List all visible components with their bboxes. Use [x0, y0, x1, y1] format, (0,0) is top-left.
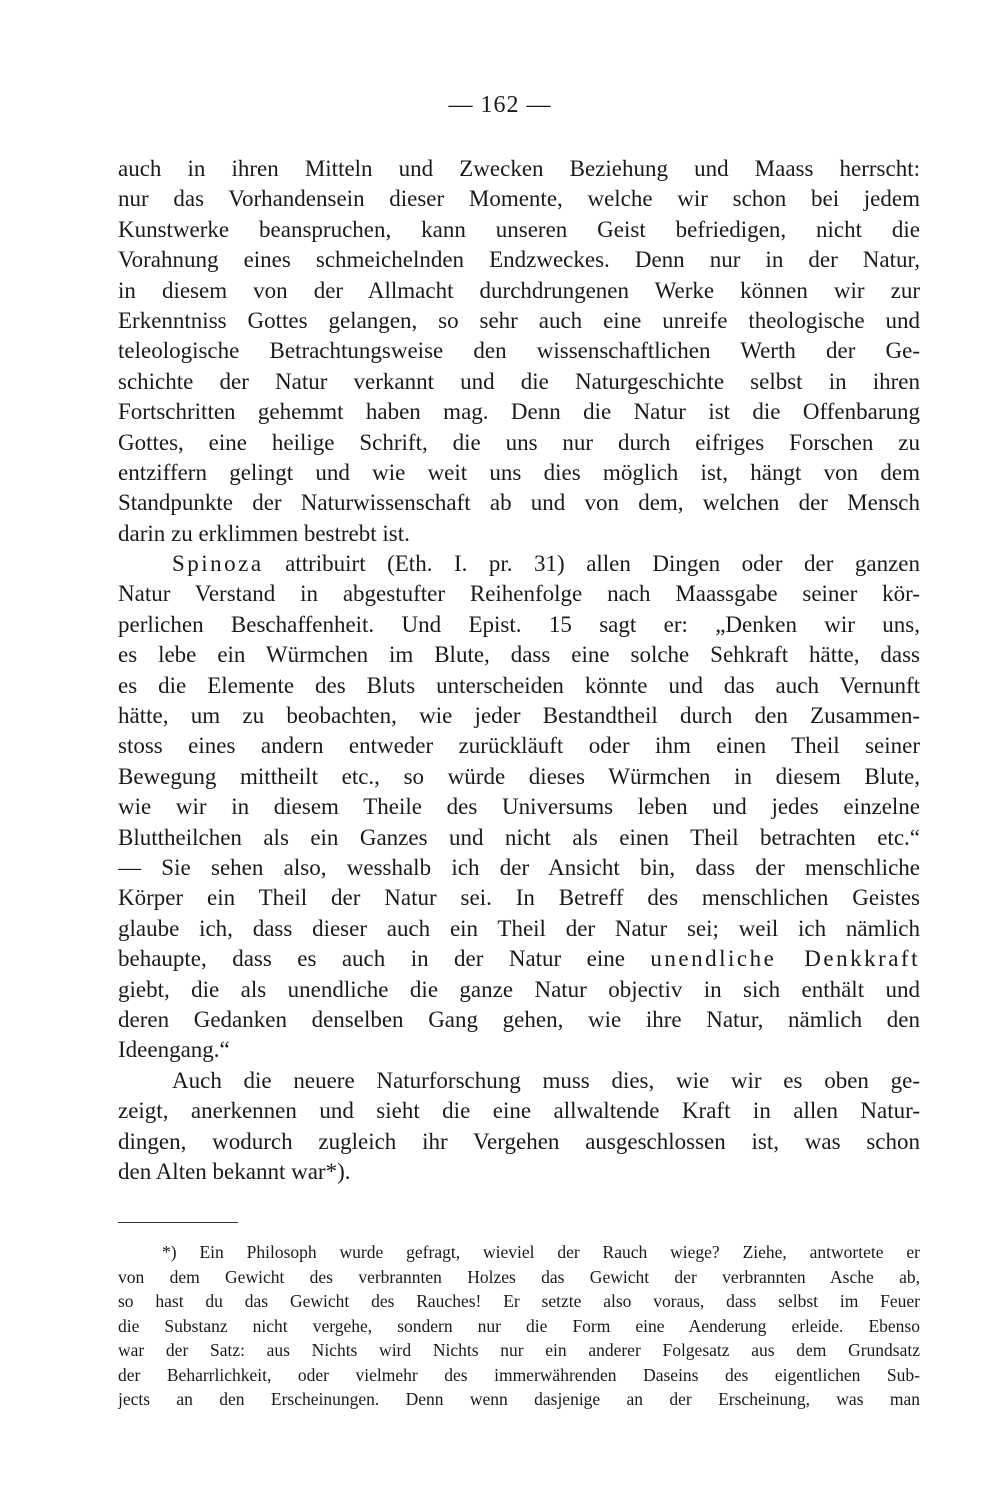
paragraph-2: [118, 549, 920, 1066]
text-line: Fortschritten gehemmt haben mag. Denn die Natur ist die Offenbarung: [118, 399, 920, 425]
text-line: nur das Vorhandensein dieser Momente, welche wir schon bei jedem: [118, 186, 920, 212]
footnote-line: so hast du das Gewicht des Rauches! Er setzte also voraus, dass selbst im Feuer: [118, 1291, 920, 1311]
footnote-line: jects an den Erscheinungen. Denn wenn dasjenige an der Erscheinung, was man: [118, 1389, 920, 1409]
footnote: [118, 1240, 920, 1412]
text-line: Kunstwerke beanspruchen, kann unseren Geist befriedigen, nicht die: [118, 216, 920, 242]
text-line: Körper ein Theil der Natur sei. In Betreff des menschlichen Geistes: [118, 885, 920, 911]
body-text: [118, 154, 920, 1187]
text-line: glaube ich, dass dieser auch ein Theil der Natur sei; weil ich nämlich: [118, 915, 920, 941]
text-line: [118, 549, 920, 579]
text-line: zeigt, anerkennen und sieht die eine allwaltende Kraft in allen Natur-: [118, 1098, 920, 1124]
text-line: Bluttheilchen als ein Ganzes und nicht als einen Theil betrachten etc.“: [118, 824, 920, 850]
text-span: attribuirt (Eth. I. pr. 31) allen Dingen oder der ganzen: [263, 551, 920, 577]
footnote-line: der Beharrlichkeit, oder vielmehr des immerwährenden Daseins des eigentlichen Sub-: [118, 1364, 920, 1385]
text-line: perlichen Beschaffenheit. Und Epist. 15 sagt er: „Denken wir uns,: [118, 611, 920, 637]
text-span: behaupte, dass es auch in der Natur eine: [118, 946, 651, 972]
text-line: darin zu erklimmen bestrebt ist.: [118, 520, 410, 546]
text-line: Erkenntniss Gottes gelangen, so sehr auch eine unreife theologische und: [118, 307, 920, 333]
text-line: Vorahnung eines schmeichelnden Endzweckes. Denn nur in der Natur,: [118, 247, 920, 273]
spaced-phrase: unendliche Denkkraft: [650, 946, 920, 972]
footnote-divider: [118, 1222, 238, 1223]
text-line: dingen, wodurch zugleich ihr Vergehen ausgeschlossen ist, was schon: [118, 1128, 920, 1154]
text-line: auch in ihren Mitteln und Zwecken Beziehung und Maass herrscht:: [118, 156, 920, 181]
text-line: den Alten bekannt war*).: [118, 1158, 351, 1184]
text-line: es die Elemente des Bluts unterscheiden könnte und das auch Vernunft: [118, 672, 920, 698]
text-line: — Sie sehen also, wesshalb ich der Ansicht bin, dass der menschliche: [118, 854, 920, 880]
footnote-line: war der Satz: aus Nichts wird Nichts nur ein anderer Folgesatz aus dem Grundsatz: [118, 1340, 920, 1360]
text-line: [118, 944, 920, 974]
text-line: stoss eines andern entweder zurückläuft oder ihm einen Theil seiner: [118, 733, 920, 759]
text-line: hätte, um zu beobachten, wie jeder Bestandtheil durch den Zusammen-: [118, 703, 920, 729]
footnote-line: von dem Gewicht des verbrannten Holzes das Gewicht der verbrannten Asche ab,: [118, 1266, 920, 1287]
text-line: es lebe ein Würmchen im Blute, dass eine solche Sehkraft hätte, dass: [118, 642, 920, 668]
paragraph-1: [118, 154, 920, 549]
text-line: deren Gedanken denselben Gang gehen, wie ihre Natur, nämlich den: [118, 1006, 920, 1032]
text-line: Natur Verstand in abgestufter Reihenfolge nach Maassgabe seiner kör-: [118, 581, 920, 607]
text-line: teleologische Betrachtungsweise den wissenschaftlichen Werth der Ge-: [118, 338, 920, 364]
text-line: entziffern gelingt und wie weit uns dies möglich ist, hängt von dem: [118, 459, 920, 485]
spaced-name: Spinoza: [172, 551, 264, 577]
text-line: in diesem von der Allmacht durchdrungenen Werke können wir zur: [118, 277, 920, 303]
text-line: Gottes, eine heilige Schrift, die uns nur durch eifriges Forschen zu: [118, 429, 920, 455]
footnote-line: die Substanz nicht vergehe, sondern nur die Form eine Aenderung erleide. Ebenso: [118, 1315, 920, 1336]
text-line: giebt, die als unendliche die ganze Natur objectiv in sich enthält und: [118, 976, 920, 1002]
page-number: — 162 —: [448, 92, 552, 118]
text-line: wie wir in diesem Theile des Universums leben und jedes einzelne: [118, 794, 920, 820]
text-line: Ideengang.“: [118, 1037, 230, 1063]
footnote-line: *) Ein Philosoph wurde gefragt, wieviel der Rauch wiege? Ziehe, antwortete er: [162, 1242, 920, 1262]
paragraph-3: [118, 1066, 920, 1188]
text-line: schichte der Natur verkannt und die Naturgeschichte selbst in ihren: [118, 368, 920, 394]
text-line: Standpunkte der Naturwissenschaft ab und von dem, welchen der Mensch: [118, 490, 920, 516]
text-line: Auch die neuere Naturforschung muss dies, wie wir es oben ge-: [172, 1067, 920, 1093]
text-line: Bewegung mittheilt etc., so würde dieses Würmchen in diesem Blute,: [118, 763, 920, 789]
